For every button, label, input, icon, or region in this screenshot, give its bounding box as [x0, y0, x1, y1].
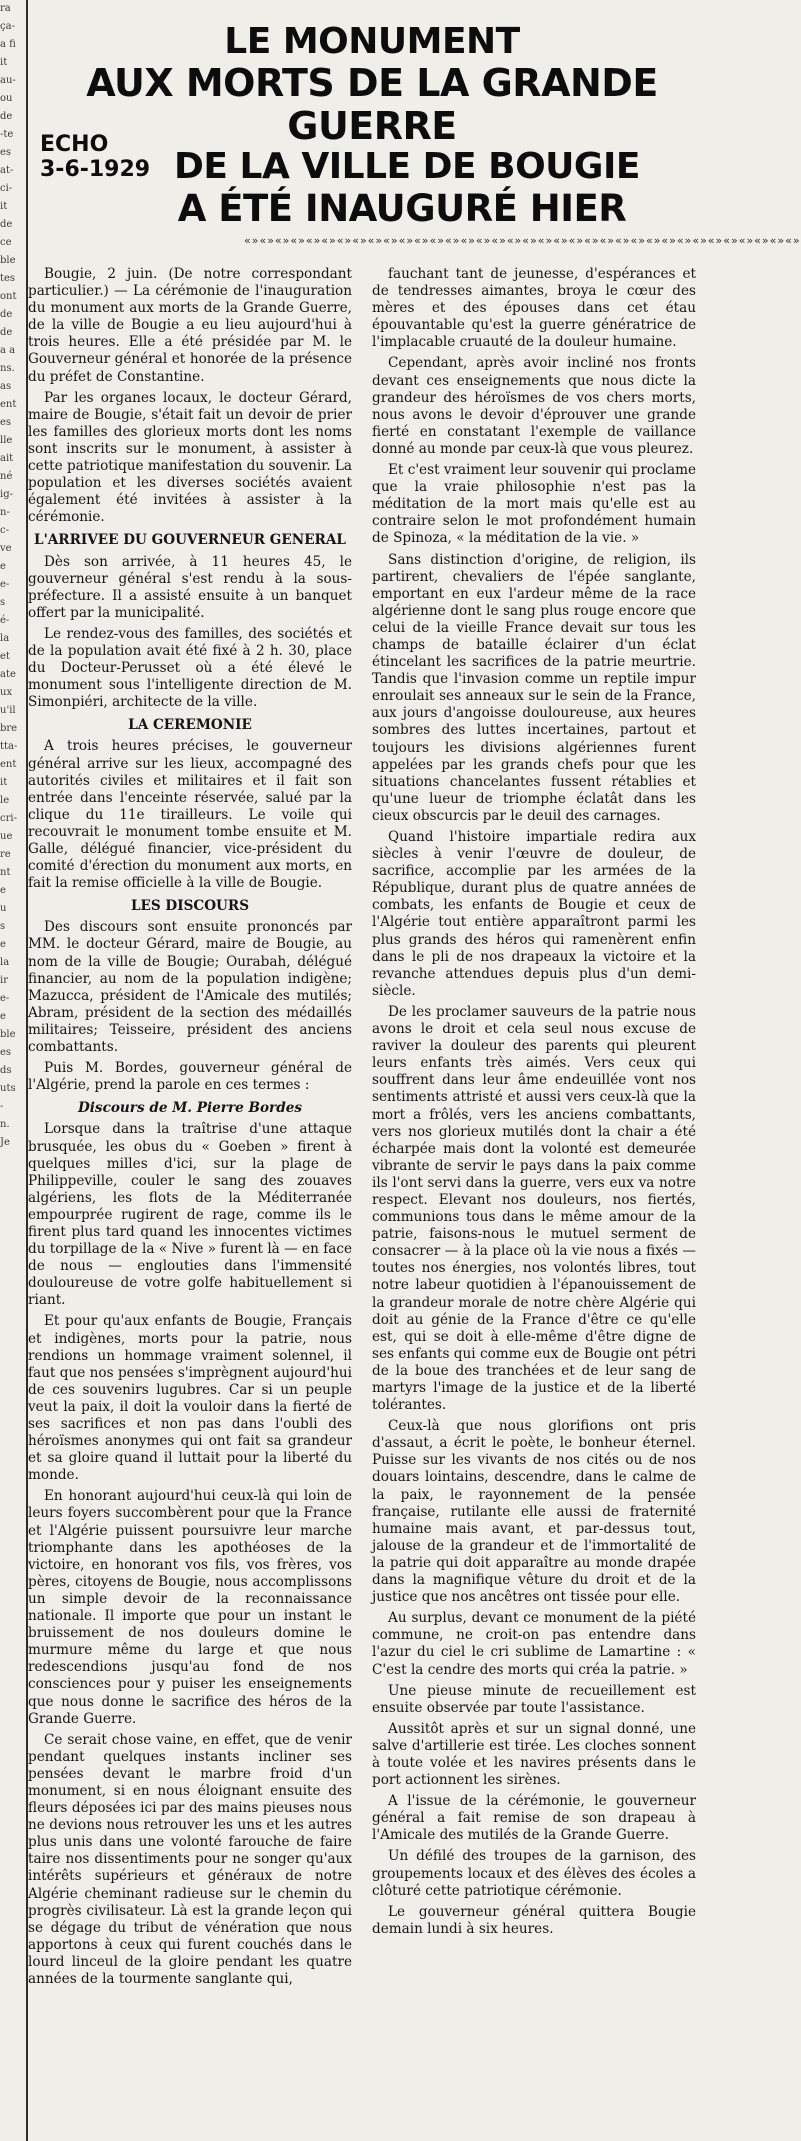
- gutter-fragment: tta-: [0, 741, 18, 752]
- adjacent-column-fragment: [0, 0, 20, 2141]
- article-column-right: [372, 266, 696, 1942]
- section-heading: LES DISCOURS: [130, 898, 250, 915]
- gutter-fragment: ble: [0, 255, 16, 266]
- gutter-fragment: ble: [0, 1029, 16, 1040]
- gutter-fragment: de: [0, 327, 13, 338]
- gutter-fragment: bre: [0, 723, 18, 734]
- article-paragraph: Sans distinction d'origine, de religion, ils partirent, chevaliers de l'épée sanglante, emportant en eux l'ardeur même de la race algérienne dont le sang plus rouge encore que celui de la vieille France devait sur tous les champs de bataille éclairer d'un éclat étincelant les sacrifices de la patrie meurtrie. Tandis que l'invasion comme un reptile impur enroulait ses anneaux sur le sein de la France, aux jours d'angoisse douloureuse, aux heures sombres des luttes incertaines, partout et toujours les divisions algériennes furent appelées par les grands chefs pour que les situations chancelantes fussent rétablies et qu'une lueur de triomphe éclatât dans les cieux obscurcis par le deuil des carnages.: [372, 551, 696, 824]
- gutter-fragment: [0, 1152, 20, 1170]
- article-paragraph: A l'issue de la cérémonie, le gouverneur général a fait remise de son drapeau à l'Amicale des mutilés de la Grande Guerre.: [372, 1793, 696, 1844]
- gutter-fragment: ont: [0, 291, 17, 302]
- gutter-fragment: es: [0, 417, 12, 428]
- gutter-fragment: ir: [0, 975, 8, 986]
- gutter-fragment: de: [0, 219, 13, 230]
- gutter-fragment: es: [0, 147, 12, 158]
- gutter-fragment: c-: [0, 525, 9, 536]
- source-date: 3-6-1929: [40, 157, 151, 182]
- gutter-fragment: [0, 1170, 20, 1188]
- gutter-fragment: Je: [0, 1137, 10, 1148]
- section-heading: LA CEREMONIE: [128, 717, 252, 734]
- gutter-fragment: la: [0, 633, 10, 644]
- gutter-fragment: u: [0, 903, 7, 914]
- gutter-fragment: et: [0, 651, 10, 662]
- article-paragraph: fauchant tant de jeunesse, d'espérances et de tendresses aimantes, broya le cœur des mères et des épouses dans cet étau épouvantable qu'est la guerre génératrice de l'implacable cruauté de la douleur humaine.: [372, 266, 696, 351]
- gutter-fragment: a fi: [0, 39, 16, 50]
- gutter-fragment: s: [0, 597, 6, 608]
- article-paragraph: A trois heures précises, le gouverneur général arrive sur les lieux, accompagné des autorités civiles et militaires et il fait son entrée dans l'enceinte réservée, salué par la clique du 11e tirailleurs. Le voile qui recouvrait le monument tombe ensuite et M. Galle, délégué financier, vice-président du comité d'érection du monument aux morts, en fait la remise officielle à la ville de Bougie.: [28, 738, 352, 892]
- gutter-fragment: as: [0, 381, 12, 392]
- gutter-fragment: ça-: [0, 21, 15, 32]
- article-paragraph: Des discours sont ensuite prononcés par MM. le docteur Gérard, maire de Bougie, au nom de la ville de Bougie; Ourabah, délégué financier, au nom de la population indigène; Mazucca, président de l'Amicale des mutilés; Abram, président de la section des médaillés militaires; Teisseire, président des anciens combattants.: [28, 919, 352, 1056]
- article-paragraph: Bougie, 2 juin. (De notre correspondant particulier.) — La cérémonie de l'inauguration du monument aux morts de la Grande Guerre, de la ville de Bougie a eu lieu aujourd'hui à trois heures. Elle a été présidée par M. le Gouverneur général et honorée de la présence du préfet de Constantine.: [28, 266, 352, 385]
- gutter-fragment: é-: [0, 615, 10, 626]
- gutter-fragment: n-: [0, 507, 10, 518]
- gutter-fragment: u'il: [0, 705, 16, 716]
- gutter-fragment: s: [0, 921, 6, 932]
- ornamental-divider: «»«»«»«»«»«»«»«»«»«»«»«»«»«»«»«»«»«»«»«»«»«»«»«»«»«»«»«»«»«»«»«»«»«»«»«»: [244, 234, 801, 247]
- article-paragraph: En honorant aujourd'hui ceux-là qui loin de leurs foyers succombèrent pour que la France et l'Algérie puissent poursuivre leur marche triomphante dans les apothéoses de la victoire, en honorant vos fils, vos frères, vos pères, citoyens de Bougie, nous accomplissons un simple devoir de la reconnaissance nationale. Il importe que pour un instant le bruissement de nos douleurs domine le murmure même du large et que nous redescendions jusqu'au fond de nos consciences pour y puiser les enseignements que nous donne le sacrifice des héros de la Grande Guerre.: [28, 1488, 352, 1727]
- article-paragraph: Quand l'histoire impartiale redira aux siècles à venir l'œuvre de douleur, de sacrifice, accomplie par les armées de la République, durant plus de quatre années de combats, les enfants de Bougie et ceux de l'Algérie tout entière apparaîtront parmi les plus grands des héros qui ramenèrent enfin dans le pli de nos drapeaux la victoire et la revanche attendues depuis plus d'un demi-siècle.: [372, 829, 696, 999]
- gutter-fragment: e: [0, 885, 6, 896]
- headline-line-1: LE MONUMENT: [224, 21, 520, 62]
- article-paragraph: Lorsque dans la traîtrise d'une attaque brusquée, les obus du « Goeben » firent à quelques milles d'ici, sur la plage de Philippeville, couler le sang des zouaves algériens, les flots de la Méditerranée empourprée rugirent de rage, comme ils le firent plus tard quand les innocentes victimes du torpillage de la « Nive » furent là — en face de nous — englouties dans l'immensité douloureuse de votre golfe habituellement si riant.: [28, 1121, 352, 1309]
- gutter-fragment: cri-: [0, 813, 17, 824]
- gutter-fragment: ds: [0, 1065, 12, 1076]
- article-paragraph: Dès son arrivée, à 11 heures 45, le gouverneur général s'est rendu à la sous-préfecture. Il a assisté ensuite à un banquet offert par la municipalité.: [28, 553, 352, 621]
- gutter-fragment: ux: [0, 687, 13, 698]
- article-paragraph: Le rendez-vous des familles, des sociétés et de la population avait été fixé à 2 h. 30, place du Docteur-Perusset où a été élevé le monument sous l'intelligente direction de M. Simonpiéri, architecte de la ville.: [28, 625, 352, 711]
- source-label: [40, 132, 150, 182]
- gutter-fragment: ve: [0, 543, 12, 554]
- article-paragraph: Cependant, après avoir incliné nos fronts devant ces enseignements que nous dicte la grandeur des héroïsmes de vos chers morts, nous avons le devoir d'éprouver une grande fierté en constatant l'exemple de vaillance donné au monde par ceux-là que vous pleurez.: [372, 355, 696, 457]
- gutter-fragment: ns.: [0, 363, 15, 374]
- article-paragraph: Au surplus, devant ce monument de la piété commune, ne croit-on pas entendre dans l'azur du ciel le cri sublime de Lamartine : « C'est la cendre des morts qui créa la patrie. »: [372, 1610, 696, 1678]
- headline-line-4: A ÉTÉ INAUGURÉ HIER: [177, 186, 627, 230]
- gutter-fragment: ait: [0, 453, 14, 464]
- gutter-fragment: ate: [0, 669, 16, 680]
- article-header: [34, 21, 801, 248]
- article-paragraph: Une pieuse minute de recueillement est ensuite observée par toute l'assistance.: [372, 1682, 696, 1716]
- headline-line-3: DE LA VILLE DE BOUGIE: [174, 146, 640, 188]
- gutter-fragment: ent: [0, 759, 17, 770]
- article-paragraph: Et c'est vraiment leur souvenir qui proclame que la vraie philosophie n'est pas la méditation de la mort mais qu'elle est au contraire selon le mot profondément humain de Spinoza, « la méditation de la vie. »: [372, 462, 697, 547]
- article-paragraph: Le gouverneur général quittera Bougie demain lundi à six heures.: [372, 1903, 696, 1937]
- gutter-fragment: tes: [0, 273, 16, 284]
- gutter-fragment: re: [0, 849, 11, 860]
- gutter-fragment: de: [0, 111, 13, 122]
- gutter-fragment: au-: [0, 75, 16, 86]
- article-paragraph: Ceux-là que nous glorifions ont pris d'assaut, a écrit le poète, le bonheur éternel. Puisse sur les vivants de nos cités ou de nos douars lointains, descendre, dans le calme de la paix, le rayonnement de la pensée française, rutilante elle aussi de fraternité humaine mais avant, et par-dessus tout, jalouse de la grandeur et de l'immortalité de la patrie qui doit apparaître au monde drapée dans la magnifique vêture du droit et de la justice que nos ancêtres ont tissée pour elle.: [372, 1418, 696, 1606]
- gutter-fragment: it: [0, 201, 8, 212]
- gutter-fragment: né: [0, 471, 13, 482]
- article-paragraph: Un défilé des troupes de la garnison, des groupements locaux et des élèves des écoles a clôturé cette patriotique cérémonie.: [372, 1848, 696, 1899]
- gutter-fragment: de: [0, 309, 13, 320]
- gutter-fragment: it: [0, 777, 8, 788]
- section-heading: Discours de M. Pierre Bordes: [77, 1100, 303, 1117]
- gutter-fragment: e-: [0, 579, 10, 590]
- gutter-fragment: e-: [0, 993, 10, 1004]
- gutter-fragment: at-: [0, 165, 14, 176]
- gutter-fragment: lle: [0, 435, 13, 446]
- gutter-fragment: ig-: [0, 489, 13, 500]
- gutter-fragment: ci-: [0, 183, 13, 194]
- gutter-fragment: la: [0, 957, 10, 968]
- gutter-fragment: ce: [0, 237, 12, 248]
- gutter-fragment: -: [0, 1101, 4, 1112]
- gutter-fragment: ou: [0, 93, 13, 104]
- gutter-fragment: es: [0, 1047, 12, 1058]
- gutter-fragment: a a: [0, 345, 16, 356]
- source-publication: ECHO: [40, 132, 109, 157]
- gutter-fragment: le: [0, 795, 10, 806]
- article-paragraph: De les proclamer sauveurs de la patrie nous avons le droit et cela seul nous excuse de raviver la douleur des parents qui pleurent leurs enfants très aimés. Vers ceux qui souffrent dans leur âme endeuillée vont nos sentiments attristé et aussi vers ceux-là que la mort a frôlés, vers les anciens combattants, vers nos glorieux mutilés dont la chair a été écharpée mais dont la volonté est demeurée vibrante de servir le pays dans la paix comme ils l'ont servi dans la guerre, vers eux va notre respect. Elevant nos douleurs, nos fiertés, communions tous dans le même amour de la patrie, faisons-nous le mutuel serment de consacrer — à la place où la vie nous a fixés — toutes nos énergies, nos volontés libres, tout notre labeur quotidien à l'épanouissement de la grandeur morale de notre chère Algérie qui doit au génie de la France d'être ce qu'elle est, qui se doit à elle-même d'être digne de ses enfants qui comme eux de Bougie ont pétri de la boue des tranchées et de leur sang de martyrs l'image de la justice et de la liberté tolérantes.: [372, 1003, 696, 1414]
- gutter-fragment: n.: [0, 1119, 10, 1130]
- gutter-fragment: e: [0, 1011, 6, 1022]
- gutter-fragment: ra: [0, 3, 11, 14]
- gutter-fragment: -te: [0, 129, 14, 140]
- gutter-fragment: e: [0, 939, 6, 950]
- article-paragraph: Ce serait chose vaine, en effet, que de venir pendant quelques instants incliner ses pensées devant le marbre froid d'un monument, si en nous éloignant ensuite des fleurs déposées ici par des mains pieuses nous ne devions nous retrouver les uns et les autres plus unis dans une volonté farouche de faire taire nos dissentiments pour ne songer qu'aux intérêts supérieurs et généraux de notre Algérie cheminant radieuse sur le chemin du progrès civilisateur. Là est la grande leçon qui se dégage du tribut de vénération que nous apportons à ceux qui furent couchés dans le lourd linceul de la gloire pendant les quatre années de la tourmente sanglante qui,: [28, 1731, 352, 1987]
- article-paragraph: Aussitôt après et sur un signal donné, une salve d'artillerie est tirée. Les cloches sonnent à toute volée et les navires présents dans le port actionnent les sirènes.: [372, 1720, 696, 1789]
- article-paragraph: Puis M. Bordes, gouverneur général de l'Algérie, prend la parole en ces termes :: [28, 1060, 352, 1094]
- gutter-fragment: nt: [0, 867, 11, 878]
- headline-line-2: AUX MORTS DE LA GRANDE GUERRE: [86, 61, 658, 148]
- article-paragraph: Et pour qu'aux enfants de Bougie, Français et indigènes, morts pour la patrie, nous rendions un hommage vraiment solennel, il faut que nos pensées s'imprègnent aujourd'hui de ces souvenirs lugubres. Car si un peuple veut la paix, il doit la vouloir dans la fierté de ses sacrifices et non pas dans l'oubli des héroïsmes anonymes qui ont fait sa grandeur et sa gloire quand il luttait pour la liberté du monde.: [28, 1313, 352, 1484]
- gutter-fragment: ent: [0, 399, 17, 410]
- gutter-fragment: e: [0, 561, 6, 572]
- gutter-fragment: ue: [0, 831, 13, 842]
- article-column-left: [28, 266, 352, 1992]
- section-heading: L'ARRIVEE DU GOUVERNEUR GENERAL: [34, 532, 346, 549]
- gutter-fragment: it: [0, 57, 8, 68]
- gutter-fragment: uts: [0, 1083, 16, 1094]
- article-paragraph: Par les organes locaux, le docteur Gérard, maire de Bougie, s'était fait un devoir de prier les familles des glorieux morts dont les noms sont inscrits sur le monument, à assister à cette patriotique manifestation du souvenir. La population et les diverses sociétés avaient également été invitées à assister à la cérémonie.: [28, 389, 352, 526]
